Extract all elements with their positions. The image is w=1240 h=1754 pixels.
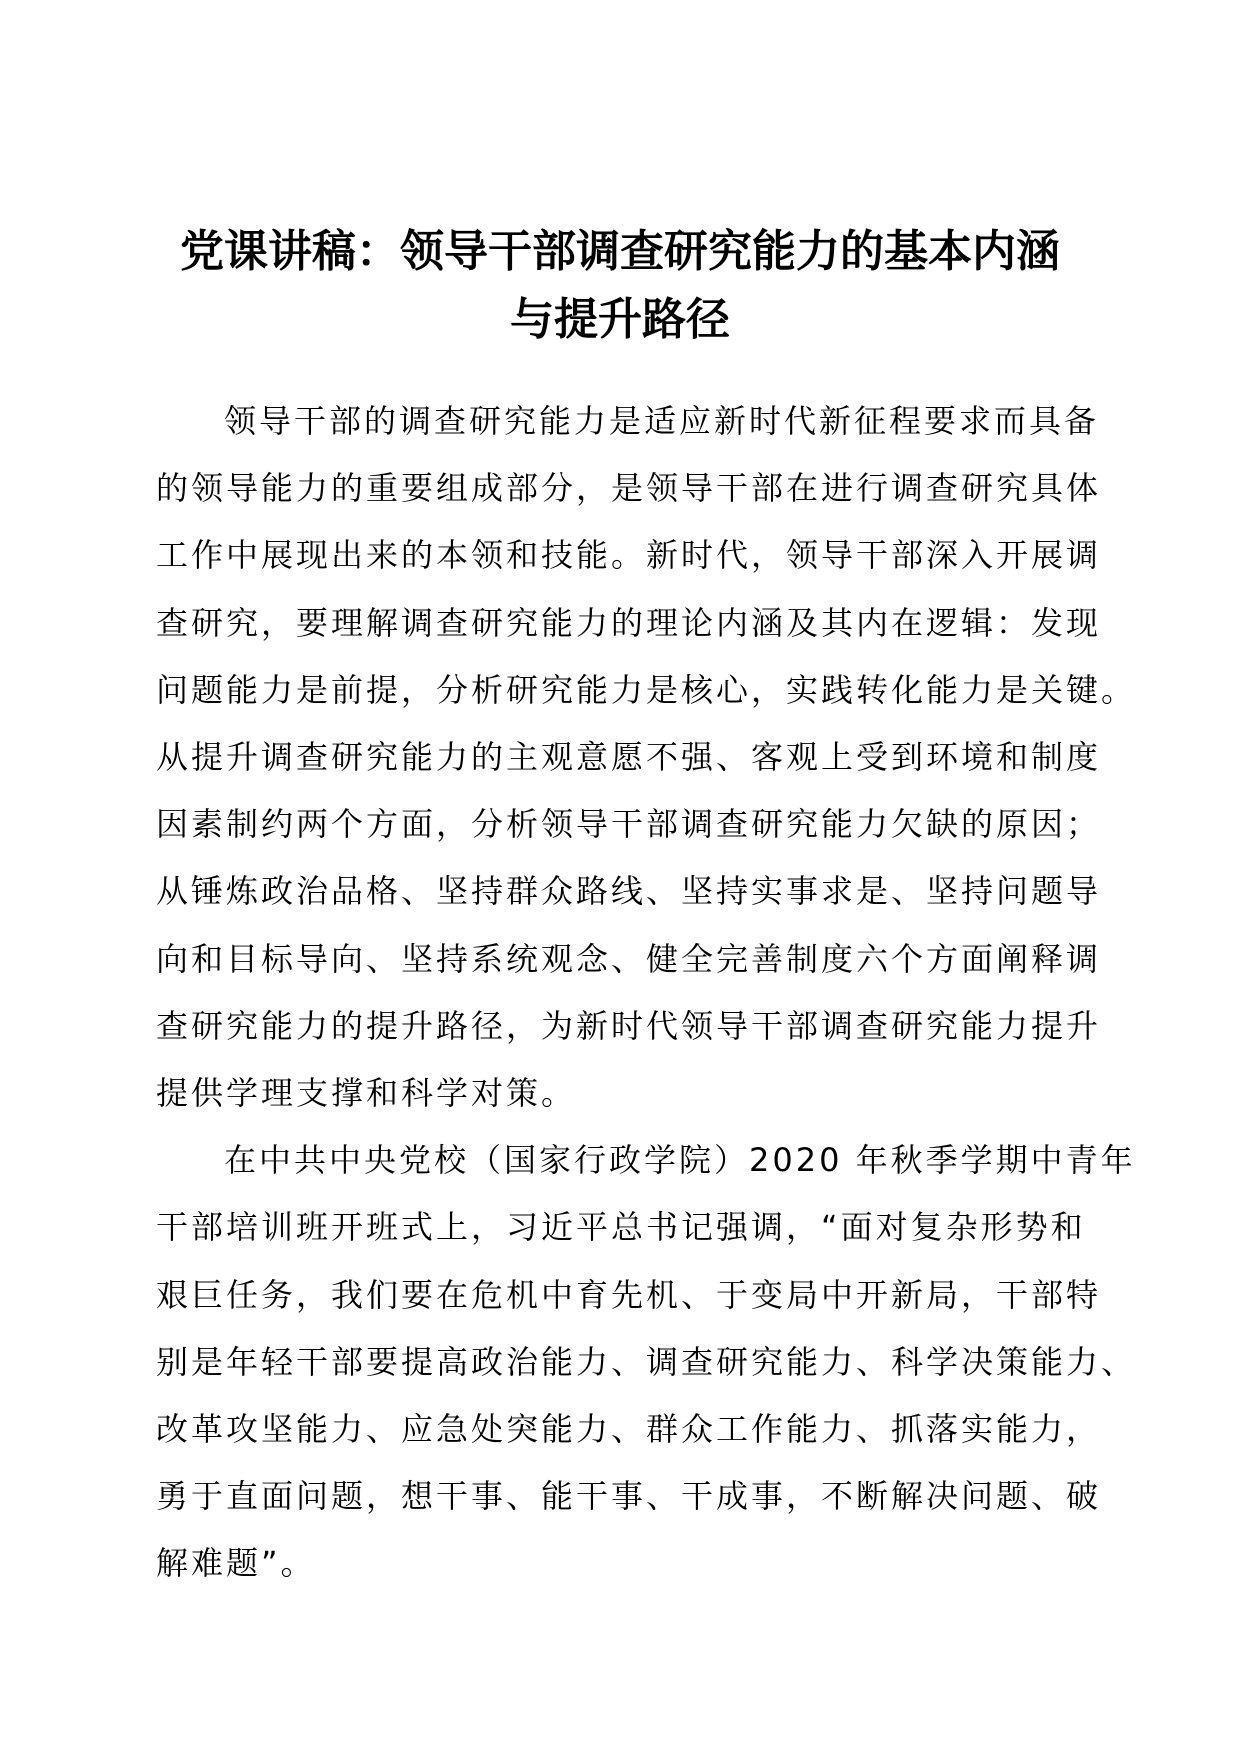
paragraph-line: 在中共中央党校（国家行政学院）2020 年秋季学期中青年 xyxy=(224,1141,1136,1180)
paragraph-line: 从提升调查研究能力的主观意愿不强、客观上受到环境和制度 xyxy=(156,738,1102,777)
paragraph-line: 问题能力是前提，分析研究能力是核心，实践转化能力是关键。 xyxy=(156,670,1137,709)
paragraph-line: 向和目标导向、坚持系统观念、健全完善制度六个方面阐释调 xyxy=(156,939,1102,978)
title-line: 党课讲稿：领导干部调查研究能力的基本内涵 xyxy=(180,226,1060,277)
paragraph-2 xyxy=(156,1127,1137,1597)
paragraph-line: 艰巨任务，我们要在危机中育先机、于变局中开新局，干部特 xyxy=(156,1275,1102,1314)
paragraph-line: 干部培训班开班式上，习近平总书记强调，“面对复杂形势和 xyxy=(156,1208,1086,1247)
paragraph-line: 查研究，要理解调查研究能力的理论内涵及其内在逻辑：发现 xyxy=(156,603,1102,642)
document-title xyxy=(150,218,1090,354)
paragraph-line: 勇于直面问题，想干事、能干事、干成事，不断解决问题、破 xyxy=(156,1477,1102,1516)
paragraph-line: 解难题”。 xyxy=(156,1544,316,1583)
paragraph-line: 别是年轻干部要提高政治能力、调查研究能力、科学决策能力、 xyxy=(156,1342,1137,1381)
paragraph-1 xyxy=(156,388,1137,1127)
paragraph-line: 因素制约两个方面，分析领导干部调查研究能力欠缺的原因； xyxy=(156,805,1102,844)
paragraph-line: 查研究能力的提升路径，为新时代领导干部调查研究能力提升 xyxy=(156,1006,1102,1045)
paragraph-line: 提供学理支撑和科学对策。 xyxy=(156,1074,577,1113)
paragraph-line: 改革攻坚能力、应急处突能力、群众工作能力、抓落实能力， xyxy=(156,1410,1102,1449)
document-body xyxy=(156,388,1137,1598)
paragraph-line: 的领导能力的重要组成部分，是领导干部在进行调查研究具体 xyxy=(156,469,1102,508)
paragraph-line: 领导干部的调查研究能力是适应新时代新征程要求而具备 xyxy=(224,402,1100,440)
title-line: 与提升路径 xyxy=(510,294,730,345)
paragraph-line: 从锤炼政治品格、坚持群众路线、坚持实事求是、坚持问题导 xyxy=(156,872,1102,911)
paragraph-line: 工作中展现出来的本领和技能。新时代，领导干部深入开展调 xyxy=(156,536,1102,575)
